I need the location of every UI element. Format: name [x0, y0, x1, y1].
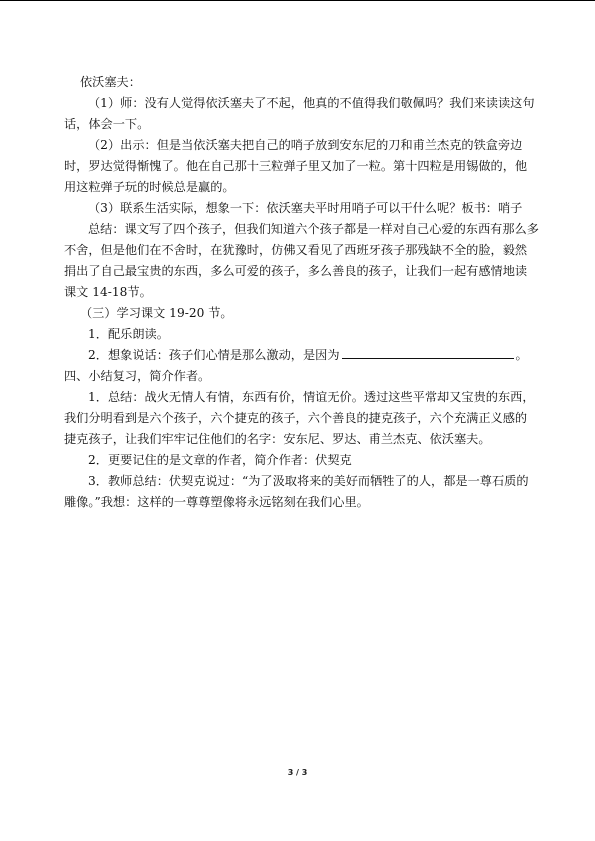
- section-heading-ivosef: 依沃塞夫：: [80, 75, 141, 89]
- page-number: 3 / 3: [287, 768, 308, 777]
- item-summary-war: 1．总结：战火无情人有情，东西有价，情谊无价。透过这些平常却又宝贵的东西，我们分明看到是六个孩子，六个捷克的孩子，六个善良的捷克孩子，六个充满正义感的捷克孩子，让我们牢牢记住他们的名字：安东尼、罗达、甫兰杰克、依沃塞夫。: [64, 390, 535, 446]
- imagine-speaking-text: 2．想象说话：孩子们心情是那么激动，是因为: [88, 348, 340, 362]
- imagine-speaking-end: 。: [515, 348, 528, 362]
- item-author-intro: 2．更要记住的是文章的作者，简介作者：伏契克: [88, 453, 352, 467]
- paragraph-show-text: （2）出示：但是当依沃塞夫把自己的哨子放到安东尼的刀和甫兰杰克的铁盒旁边时，罗达觉得惭愧了。他在自己那十三粒弹子里又加了一粒。第十四粒是用锡做的，他用这粒弹子玩的时候总是赢的。: [64, 138, 528, 194]
- item-music-reading: 1．配乐朗读。: [88, 327, 169, 341]
- section-heading-review: 四、小结复习，简介作者。: [64, 369, 211, 383]
- section-heading-study-19-20: （三）学习课文 19-20 节。: [80, 306, 233, 320]
- header-rule: [0, 0, 595, 1]
- paragraph-summary: 总结：课文写了四个孩子，但我们知道六个孩子都是一样对自己心爱的东西有那么多不舍，但是他们在不舍时，在犹豫时，仿佛又看见了西班牙孩子那残缺不全的脸，毅然捐出了自己最宝贵的东西，多么可爱的孩子，多么善良的孩子，让我们一起有感情地读课文 14-18节。: [64, 222, 539, 299]
- paragraph-life-connection: （3）联系生活实际，想象一下：依沃塞夫平时用哨子可以干什么呢？板书：哨子: [88, 201, 523, 215]
- item-imagine-speaking: [64, 345, 539, 366]
- paragraph-teacher-question: （1）师：没有人觉得依沃塞夫了不起，他真的不值得我们敬佩吗？我们来读读这句话，体会一下。: [64, 96, 535, 131]
- document-body: [64, 72, 539, 513]
- item-teacher-summary: 3．教师总结：伏契克说过：“为了汲取将来的美好而牺牲了的人，都是一尊石质的雕像。”我想：这样的一尊尊塑像将永远铭刻在我们心里。: [64, 474, 529, 509]
- fill-in-blank: [342, 345, 514, 359]
